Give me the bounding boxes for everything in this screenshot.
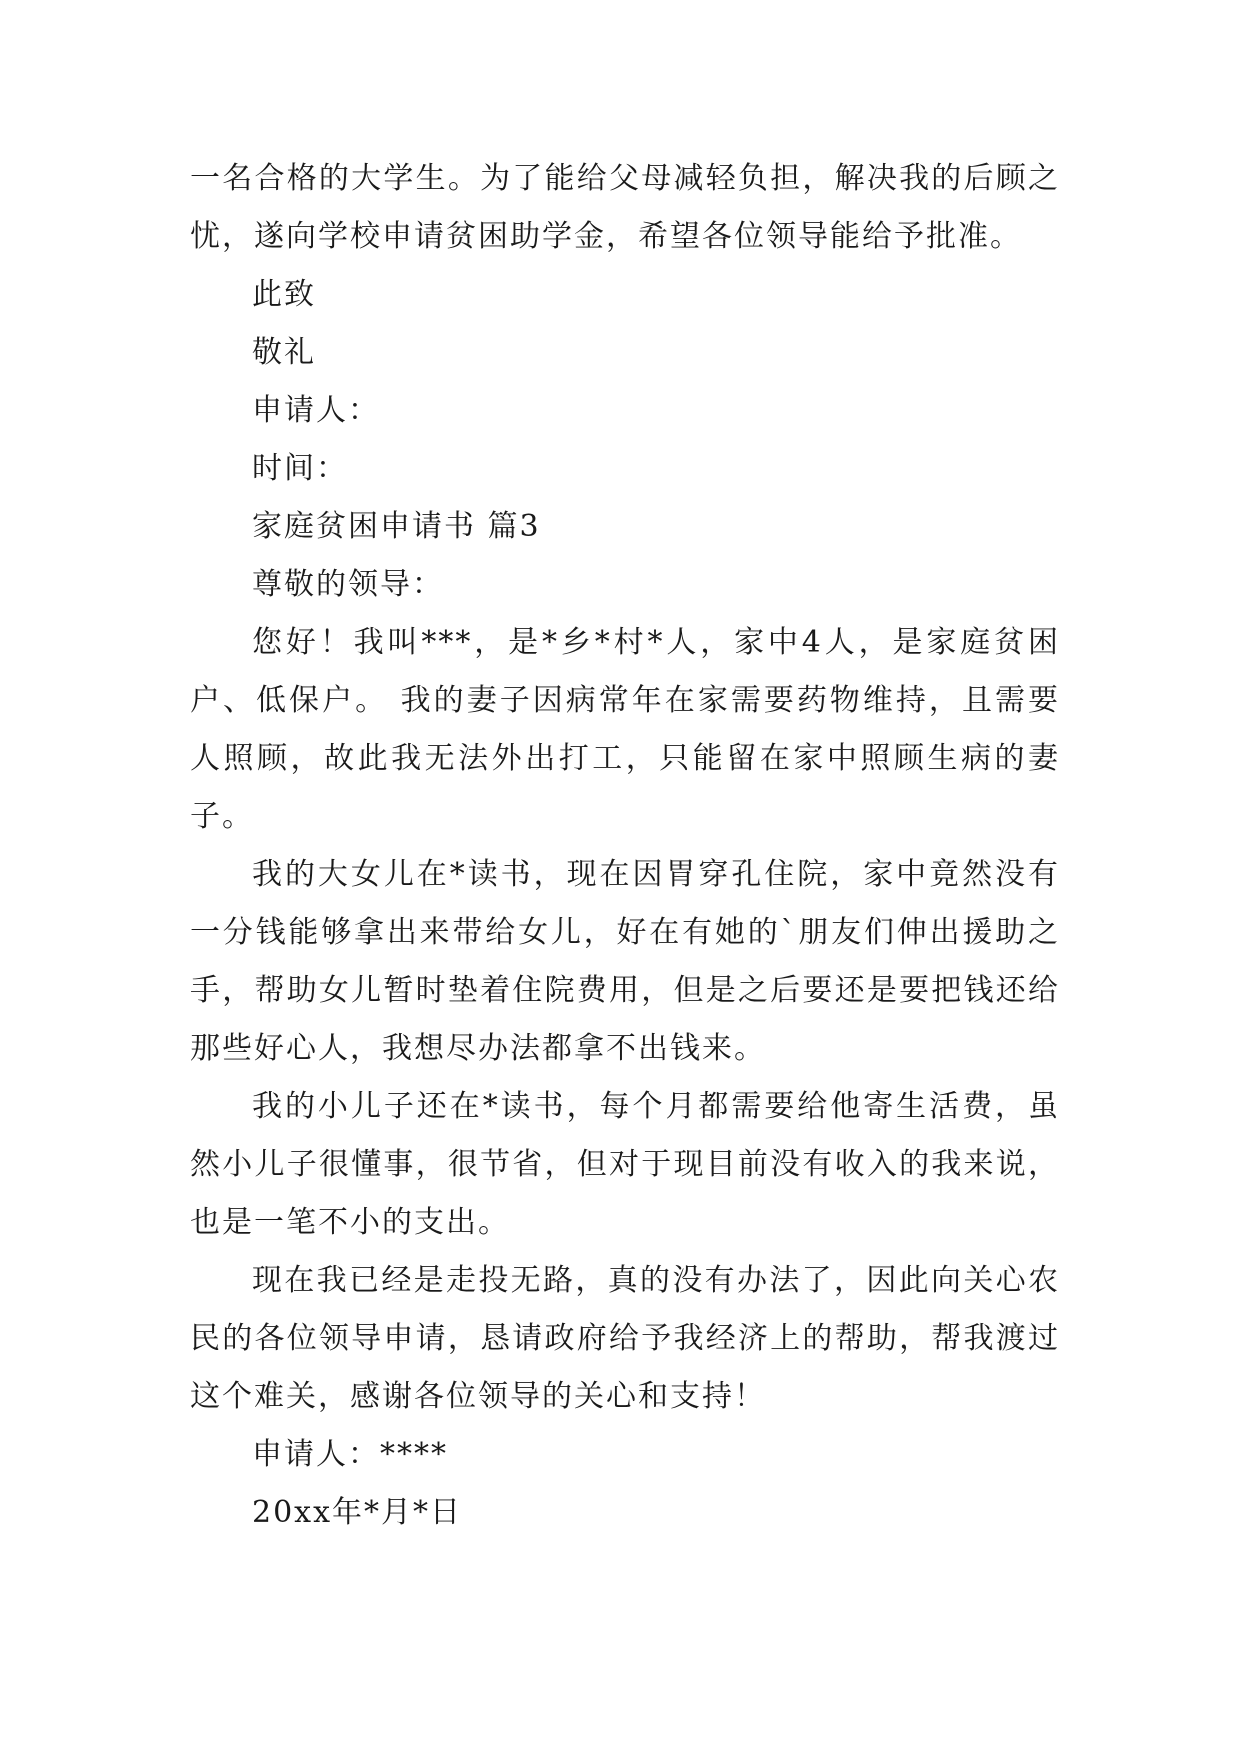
salutation: 尊敬的领导：: [252, 567, 444, 602]
section-title: 家庭贫困申请书 篇3: [252, 509, 541, 544]
body-paragraph-2: 我的大女儿在*读书，现在因胃穿孔住院，家中竟然没有一分钱能够拿出来带给女儿，好在有她的`朋友们伸出援助之手，帮助女儿暂时垫着住院费用，但是之后要还是要把钱还给那些好心人，我想尽办法都拿不出钱来。: [190, 857, 1060, 1066]
date-line: 20xx年*月*日: [252, 1495, 463, 1530]
signature-line: 申请人：****: [252, 1437, 448, 1472]
body-paragraph-4: 现在我已经是走投无路，真的没有办法了，因此向关心农民的各位领导申请，恳请政府给予我经济上的帮助，帮我渡过这个难关，感谢各位领导的关心和支持！: [190, 1263, 1060, 1414]
closing-line-1: 此致: [252, 277, 316, 312]
closing-line-2: 敬礼: [252, 335, 316, 370]
body-paragraph-3: 我的小儿子还在*读书，每个月都需要给他寄生活费，虽然小儿子很懂事，很节省，但对于现目前没有收入的我来说，也是一笔不小的支出。: [190, 1089, 1060, 1240]
document-body: [190, 150, 1060, 1542]
applicant-label: 申请人：: [252, 393, 380, 428]
continuation-paragraph: 一名合格的大学生。为了能给父母减轻负担，解决我的后顾之忧，遂向学校申请贫困助学金，希望各位领导能给予批准。: [190, 161, 1060, 254]
time-label: 时间：: [252, 451, 348, 486]
body-paragraph-1: 您好！我叫***，是*乡*村*人，家中4人，是家庭贫困户、低保户。 我的妻子因病常年在家需要药物维持，且需要人照顾，故此我无法外出打工，只能留在家中照顾生病的妻子。: [190, 625, 1060, 834]
